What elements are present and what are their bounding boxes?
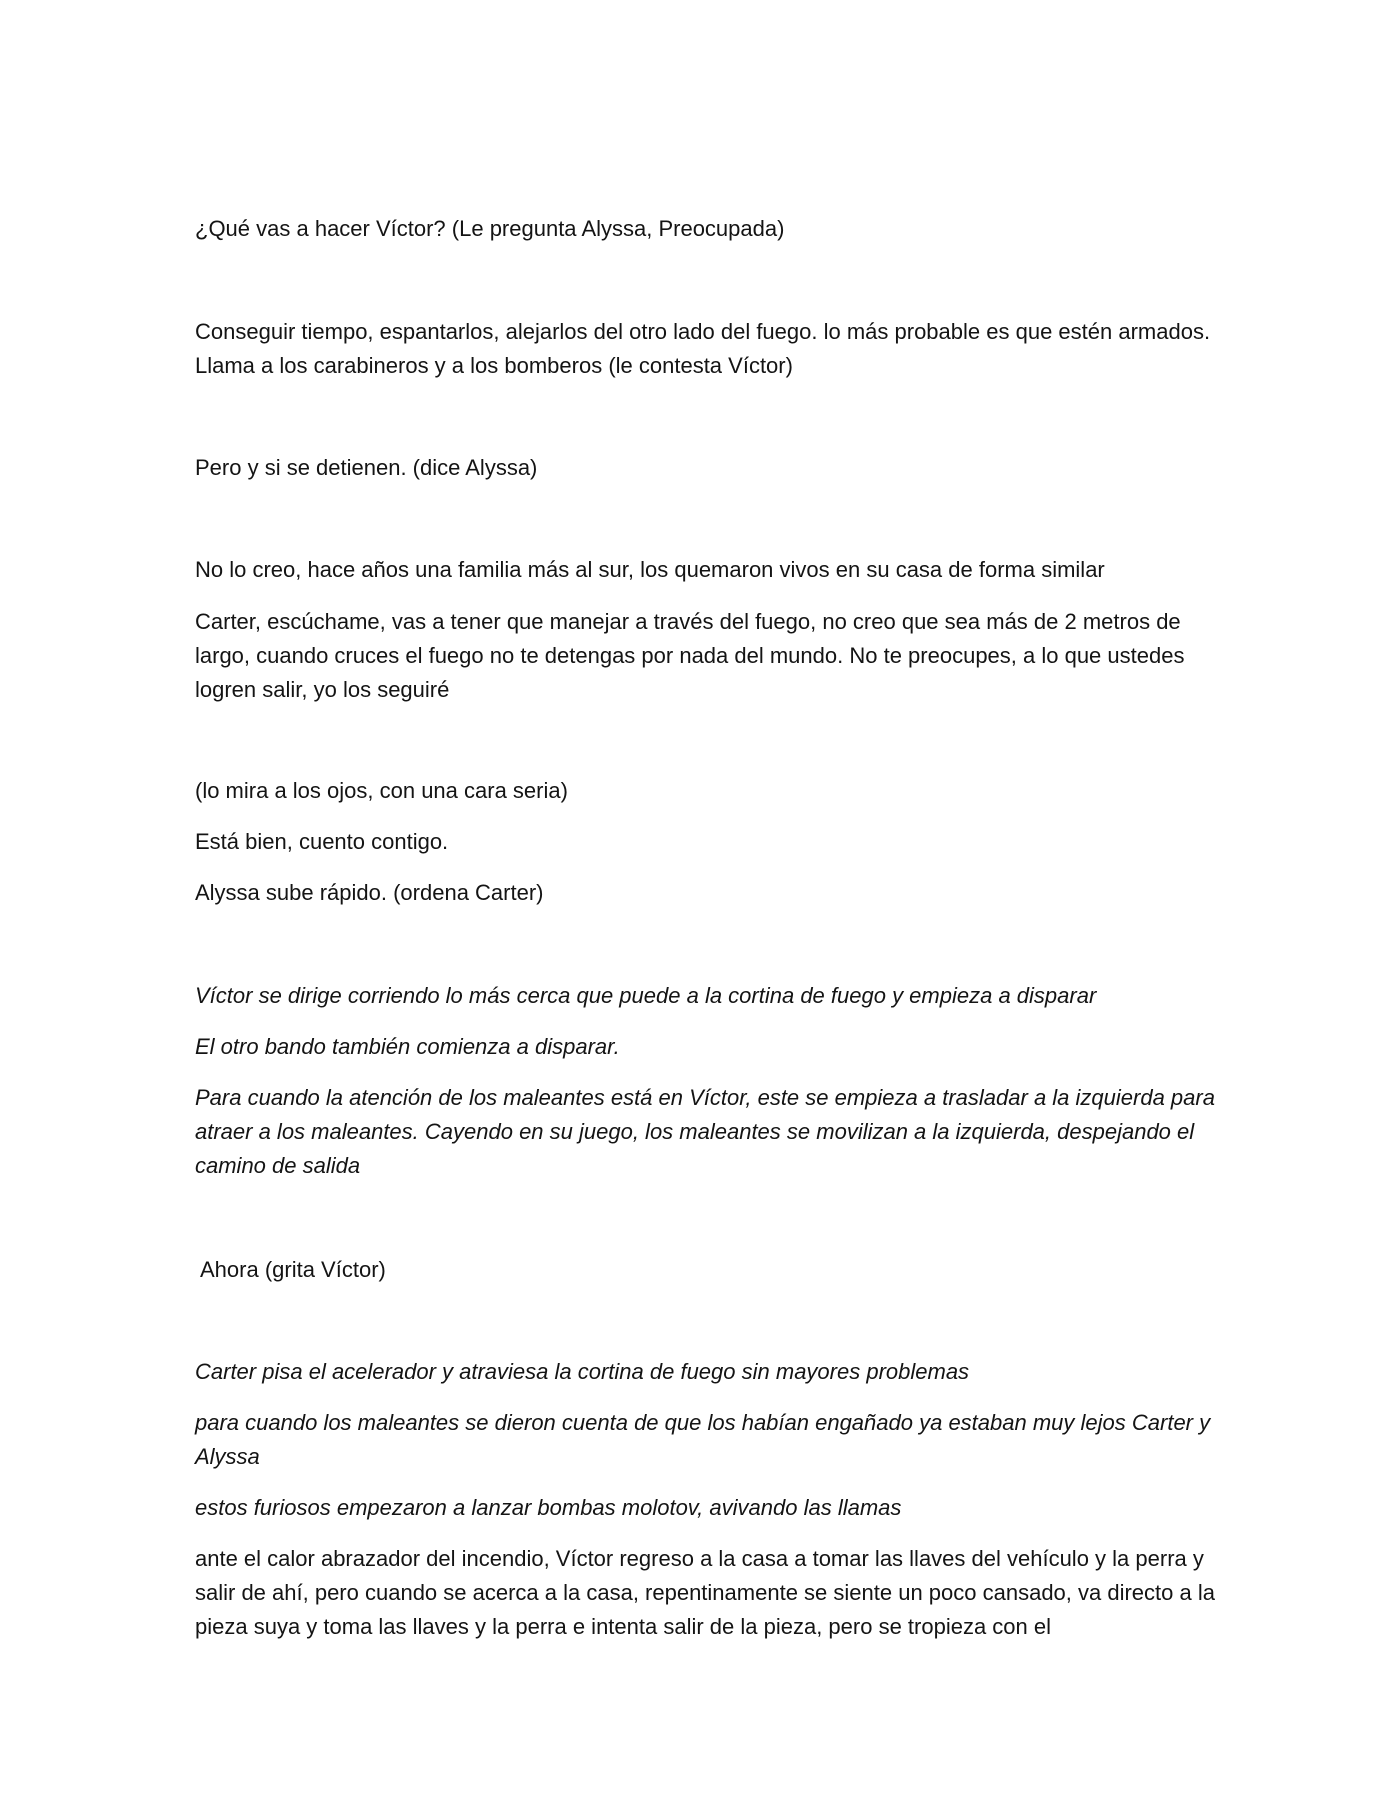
paragraph-agree: Está bien, cuento contigo. — [195, 829, 449, 854]
paragraph-molotov: estos furiosos empezaron a lanzar bombas molotov, avivando las llamas — [195, 1495, 902, 1520]
paragraph-carter-order: Alyssa sube rápido. (ordena Carter) — [195, 880, 544, 905]
paragraph-other-side: El otro bando también comienza a disparar. — [195, 1034, 620, 1059]
paragraph-victor-runs: Víctor se dirige corriendo lo más cerca que puede a la cortina de fuego y empieza a disparar — [195, 983, 1097, 1008]
paragraph-victor-instructions: Carter, escúchame, vas a tener que manejar a través del fuego, no creo que sea más de 2 metros de largo, cuando cruces el fuego no te detengas por nada del mundo. No te preocupes, a lo que ustedes logren salir, yo los seguiré — [195, 609, 1185, 702]
paragraph-victor-reply: Conseguir tiempo, espantarlos, alejarlos del otro lado del fuego. lo más probable es que estén armados. Llama a los carabineros y a los bomberos (le contesta Víctor) — [195, 319, 1211, 378]
paragraph-question: ¿Qué vas a hacer Víctor? (Le pregunta Alyssa, Preocupada) — [195, 216, 785, 241]
paragraph-too-late: para cuando los maleantes se dieron cuenta de que los habían engañado ya estaban muy lejos Carter y Alyssa — [195, 1410, 1211, 1469]
paragraph-carter-drives: Carter pisa el acelerador y atraviesa la cortina de fuego sin mayores problemas — [195, 1359, 970, 1384]
paragraph-distraction: Para cuando la atención de los maleantes está en Víctor, este se empieza a trasladar a la izquierda para atraer a los maleantes. Cayendo en su juego, los maleantes se movilizan a la izquierda, despejando el camino de salida — [195, 1085, 1215, 1178]
paragraph-look: (lo mira a los ojos, con una cara seria) — [195, 778, 568, 803]
paragraph-victor-returns: ante el calor abrazador del incendio, Víctor regreso a la casa a tomar las llaves del vehículo y la perra y salir de ahí, pero cuando se acerca a la casa, repentinamente se siente un poco cansado, va directo a la pieza suya y toma las llaves y la perra e intenta salir de la pieza, pero se tropieza con el — [195, 1546, 1215, 1639]
paragraph-victor-story: No lo creo, hace años una familia más al sur, los quemaron vivos en su casa de forma similar — [195, 557, 1105, 582]
paragraph-alyssa-worry: Pero y si se detienen. (dice Alyssa) — [195, 455, 538, 480]
paragraph-now: Ahora (grita Víctor) — [200, 1257, 386, 1282]
